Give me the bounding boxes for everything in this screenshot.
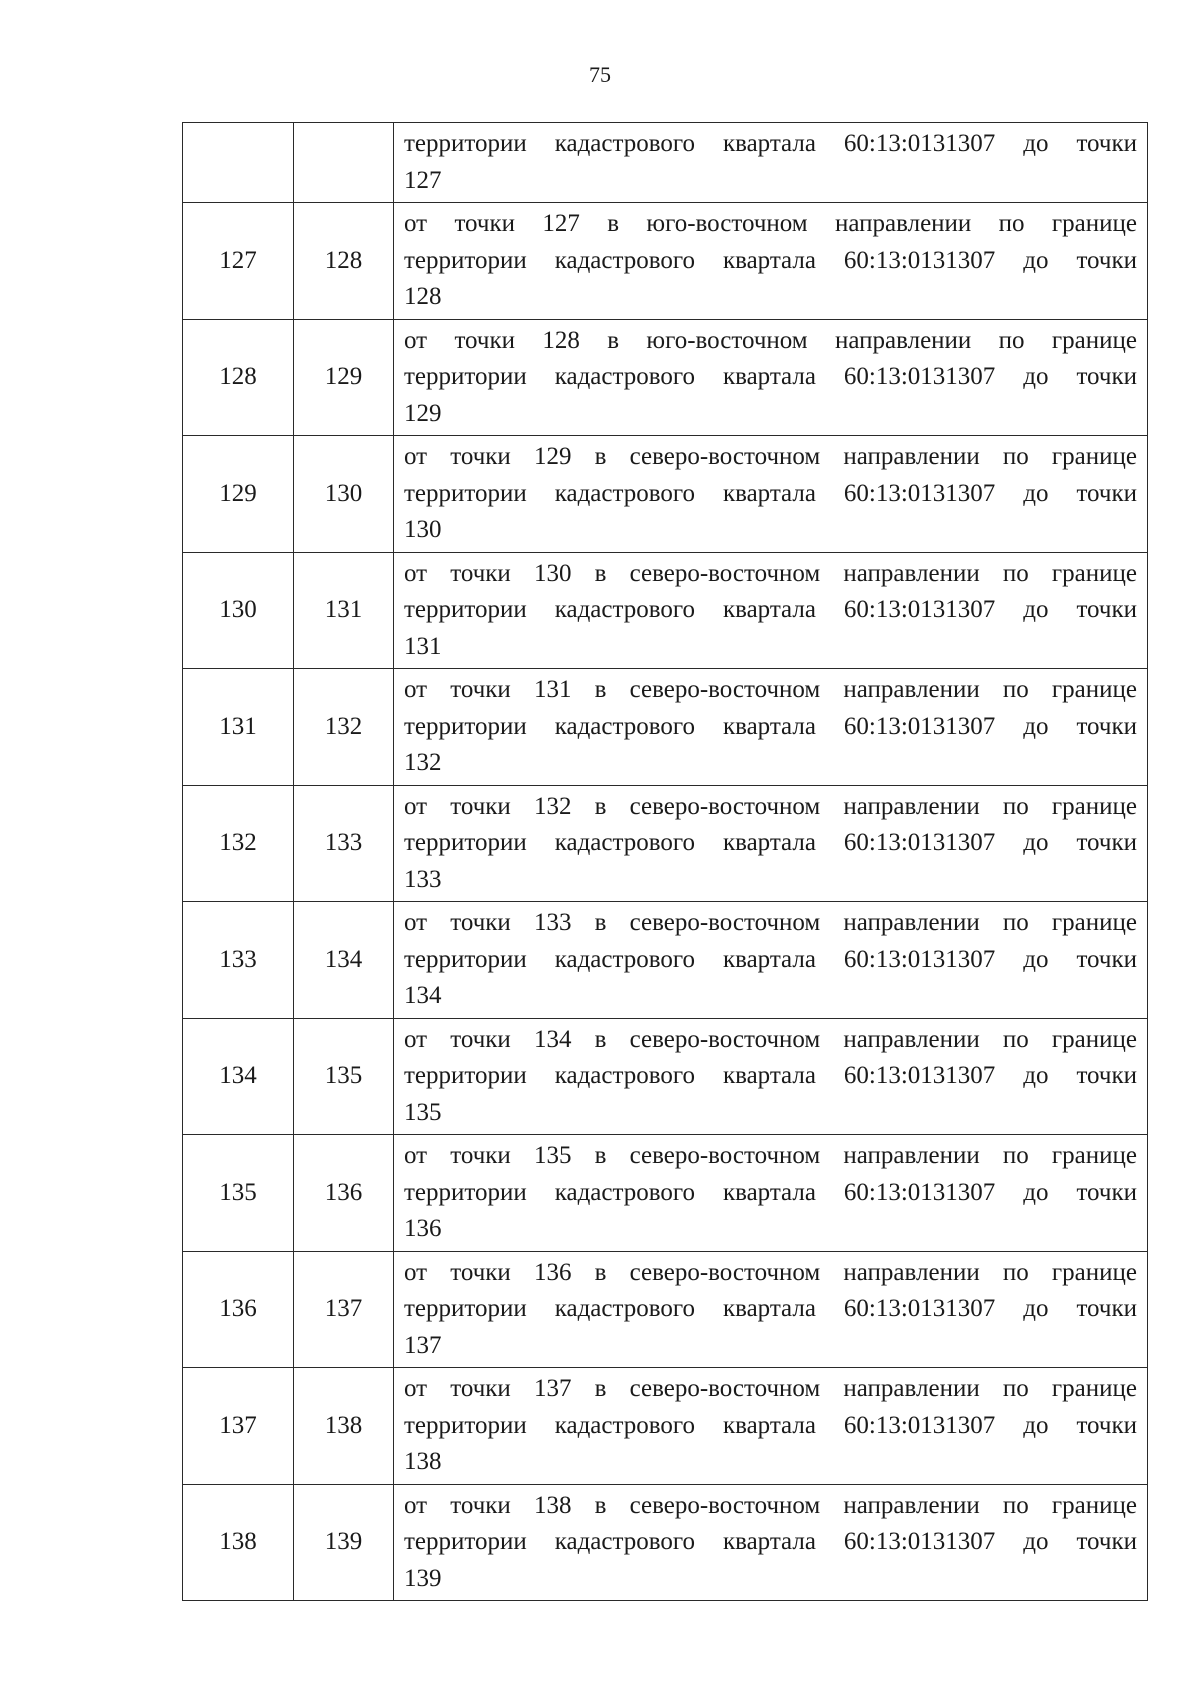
description-line: территории кадастрового квартала 60:13:0131307 до точки — [404, 712, 1137, 740]
description-line: от точки 132 в северо-восточном направлении по границе — [404, 792, 1137, 820]
to-point-cell: 139 — [294, 1484, 394, 1601]
description-line: 134 — [404, 982, 442, 1009]
description-line: территории кадастрового квартала 60:13:0131307 до точки — [404, 363, 1137, 390]
from-point-cell: 128 — [183, 319, 294, 436]
description-line: 139 — [404, 1564, 442, 1592]
description-cell — [394, 552, 1148, 669]
description-line: от точки 131 в северо-восточном направлении по границе — [404, 676, 1137, 703]
description-line: территории кадастрового квартала 60:13:0131307 до точки — [404, 1295, 1137, 1322]
description-line: 138 — [404, 1448, 442, 1475]
description-line: от точки 138 в северо-восточном направлении по границе — [404, 1491, 1137, 1519]
from-point-cell: 138 — [183, 1484, 294, 1601]
description-line: территории кадастрового квартала 60:13:0131307 до точки — [404, 1062, 1137, 1089]
to-point-cell: 135 — [294, 1018, 394, 1135]
description-line: территории кадастрового квартала 60:13:0131307 до точки — [404, 130, 1137, 157]
from-point-cell: 131 — [183, 669, 294, 786]
description-cell — [394, 1368, 1148, 1485]
description-line: от точки 127 в юго-восточном направлении по границе — [404, 210, 1137, 237]
description-line: от точки 130 в северо-восточном направлении по границе — [404, 559, 1137, 587]
description-line: от точки 136 в северо-восточном направлении по границе — [404, 1258, 1137, 1286]
from-point-cell: 134 — [183, 1018, 294, 1135]
to-point-cell: 129 — [294, 319, 394, 436]
table-row — [183, 123, 1148, 203]
to-point-cell: 131 — [294, 552, 394, 669]
description-line: 137 — [404, 1331, 442, 1359]
table-row — [183, 203, 1148, 320]
description-cell — [394, 319, 1148, 436]
description-line: территории кадастрового квартала 60:13:0131307 до точки — [404, 1528, 1137, 1555]
from-point-cell: 136 — [183, 1251, 294, 1368]
description-line: 132 — [404, 749, 442, 776]
description-line: 128 — [404, 283, 442, 310]
description-line: от точки 135 в северо-восточном направлении по границе — [404, 1142, 1137, 1169]
table-row — [183, 785, 1148, 902]
to-point-cell: 132 — [294, 669, 394, 786]
to-point-cell: 134 — [294, 902, 394, 1019]
table-row — [183, 319, 1148, 436]
description-line: территории кадастрового квартала 60:13:0131307 до точки — [404, 829, 1137, 856]
description-line: 131 — [404, 632, 442, 660]
description-line: от точки 134 в северо-восточном направлении по границе — [404, 1025, 1137, 1053]
description-cell — [394, 902, 1148, 1019]
from-point-cell: 129 — [183, 436, 294, 553]
table-row — [183, 902, 1148, 1019]
from-point-cell: 135 — [183, 1135, 294, 1252]
from-point-cell: 137 — [183, 1368, 294, 1485]
to-point-cell: 130 — [294, 436, 394, 553]
table-row — [183, 1135, 1148, 1252]
description-cell — [394, 123, 1148, 203]
table-row — [183, 669, 1148, 786]
table-row — [183, 436, 1148, 553]
to-point-cell — [294, 123, 394, 203]
description-line: территории кадастрового квартала 60:13:0131307 до точки — [404, 1411, 1137, 1439]
from-point-cell: 130 — [183, 552, 294, 669]
table-row — [183, 1251, 1148, 1368]
from-point-cell: 133 — [183, 902, 294, 1019]
description-line: 127 — [404, 166, 442, 194]
table-row — [183, 1018, 1148, 1135]
description-line: от точки 133 в северо-восточном направлении по границе — [404, 909, 1137, 936]
page-number: 75 — [589, 62, 611, 87]
description-line: 130 — [404, 516, 442, 543]
description-line: территории кадастрового квартала 60:13:0131307 до точки — [404, 945, 1137, 973]
description-line: 133 — [404, 865, 442, 893]
description-cell — [394, 1251, 1148, 1368]
description-cell — [394, 1135, 1148, 1252]
to-point-cell: 136 — [294, 1135, 394, 1252]
description-line: территории кадастрового квартала 60:13:0131307 до точки — [404, 479, 1137, 507]
description-line: 135 — [404, 1098, 442, 1126]
table-row — [183, 1484, 1148, 1601]
description-line: территории кадастрового квартала 60:13:0131307 до точки — [404, 246, 1137, 274]
boundary-description-table — [182, 122, 1148, 1601]
description-line: территории кадастрового квартала 60:13:0131307 до точки — [404, 1178, 1137, 1206]
description-line: от точки 137 в северо-восточном направлении по границе — [404, 1375, 1137, 1402]
from-point-cell — [183, 123, 294, 203]
to-point-cell: 133 — [294, 785, 394, 902]
description-cell — [394, 1018, 1148, 1135]
description-line: территории кадастрового квартала 60:13:0131307 до точки — [404, 596, 1137, 623]
description-line: от точки 128 в юго-восточном направлении по границе — [404, 326, 1137, 354]
description-line: 129 — [404, 399, 442, 427]
description-cell — [394, 203, 1148, 320]
description-cell — [394, 1484, 1148, 1601]
description-cell — [394, 436, 1148, 553]
description-cell — [394, 669, 1148, 786]
to-point-cell: 128 — [294, 203, 394, 320]
to-point-cell: 138 — [294, 1368, 394, 1485]
description-line: от точки 129 в северо-восточном направлении по границе — [404, 443, 1137, 470]
description-line: 136 — [404, 1215, 442, 1242]
from-point-cell: 127 — [183, 203, 294, 320]
table-row — [183, 1368, 1148, 1485]
table-row — [183, 552, 1148, 669]
from-point-cell: 132 — [183, 785, 294, 902]
to-point-cell: 137 — [294, 1251, 394, 1368]
description-cell — [394, 785, 1148, 902]
